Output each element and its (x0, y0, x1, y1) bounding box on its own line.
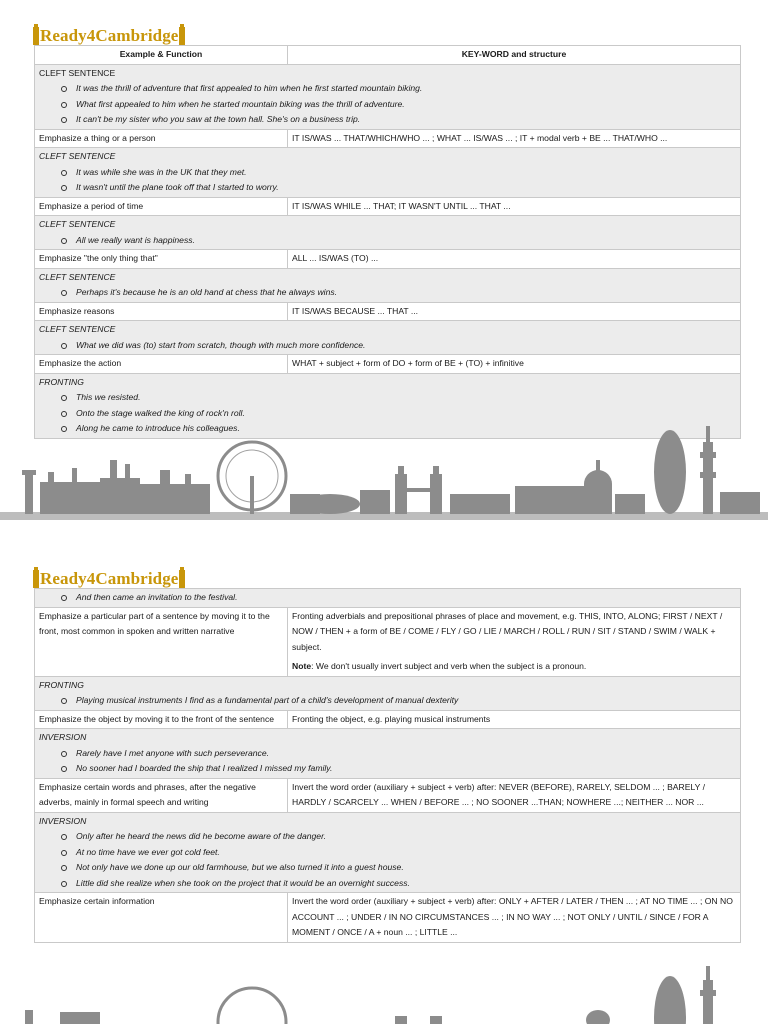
note-label: Note (292, 661, 312, 671)
grammar-table-1 (34, 45, 741, 439)
section-row (35, 148, 741, 198)
structure-cell (288, 710, 741, 729)
example-item: Little did she realize when she took on the project that it would be an overnight success. (39, 876, 736, 892)
example-list (39, 233, 736, 249)
structure-cell (288, 129, 741, 148)
section-cell (35, 321, 741, 355)
tower-icon (33, 27, 39, 45)
table-row (35, 710, 741, 729)
example-item: This we resisted. (39, 390, 736, 406)
tower-icon (179, 570, 185, 588)
function-cell: Emphasize the object by moving it to the front of the sentence (35, 710, 288, 729)
example-item: Onto the stage walked the king of rock'n roll. (39, 406, 736, 422)
section-cell (35, 64, 741, 129)
structure-cell (288, 607, 741, 676)
table-row (35, 355, 741, 374)
function-cell: Emphasize certain information (35, 893, 288, 943)
section-cell (35, 812, 741, 893)
function-cell: Emphasize a thing or a person (35, 129, 288, 148)
example-list (39, 590, 736, 606)
section-heading: INVERSION (39, 815, 87, 826)
function-cell: Emphasize the action (35, 355, 288, 374)
example-item: At no time have we ever got cold feet. (39, 845, 736, 861)
function-cell: Emphasize certain words and phrases, after the negative adverbs, mainly in formal speech and writing (35, 778, 288, 812)
structure-cell (288, 197, 741, 216)
spacer (292, 655, 736, 659)
example-list (39, 746, 736, 777)
tower-icon (179, 27, 185, 45)
structure-text: IT IS/WAS WHILE ... THAT; IT WASN'T UNTIL ... THAT ... (292, 200, 511, 211)
example-item: Perhaps it's because he is an old hand at chess that he always wins. (39, 285, 736, 301)
structure-text: ALL ... IS/WAS (TO) ... (292, 253, 379, 263)
example-item: Rarely have I met anyone with such perseverance. (39, 746, 736, 762)
column-header-example: Example & Function (35, 46, 288, 65)
london-skyline-illustration (0, 960, 768, 1024)
example-list (39, 81, 736, 128)
table-row (35, 893, 741, 943)
logo-text: Ready4Cambridge (40, 26, 179, 45)
structure-cell (288, 893, 741, 943)
example-item: What we did was (to) start from scratch, though with much more confidence. (39, 338, 736, 354)
structure-cell (288, 355, 741, 374)
grammar-table-2 (34, 588, 741, 943)
function-cell: Emphasize reasons (35, 302, 288, 321)
example-list (39, 285, 736, 301)
table-row (35, 129, 741, 148)
section-row (35, 64, 741, 129)
logo (33, 26, 185, 46)
section-row (35, 729, 741, 779)
tower-icon (33, 570, 39, 588)
section-heading: CLEFT SENTENCE (39, 324, 116, 334)
section-heading: CLEFT SENTENCE (39, 271, 116, 282)
example-item: It was the thrill of adventure that first appealed to him when he first started mountain biking. (39, 81, 736, 97)
example-list (39, 829, 736, 891)
section-cell (35, 268, 741, 302)
structure-cell (288, 302, 741, 321)
section-heading: FRONTING (39, 376, 84, 387)
structure-cell (288, 250, 741, 269)
structure-text: Fronting the object, e.g. playing musical instruments (292, 713, 491, 724)
section-cell (35, 676, 741, 710)
structure-text: IT IS/WAS BECAUSE ... THAT ... (292, 305, 419, 316)
section-cell (35, 589, 741, 608)
logo-text: Ready4Cambridge (40, 569, 179, 588)
section-row (35, 812, 741, 893)
example-item: Playing musical instruments I find as a fundamental part of a child's development of manual dexterity (39, 693, 736, 709)
table-row (35, 607, 741, 676)
example-list (39, 165, 736, 196)
section-row (35, 216, 741, 250)
structure-cell (288, 778, 741, 812)
section-row (35, 321, 741, 355)
function-cell: Emphasize a particular part of a sentence by moving it to the front, most common in spoken and written narrative (35, 607, 288, 676)
function-cell: Emphasize a period of time (35, 197, 288, 216)
structure-text: Fronting adverbials and prepositional phrases of place and movement, e.g. THIS, INTO, ALONG; FIRST / NEXT / NOW / THEN + a form of BE / COME / FLY / GO / LIE / MARCH / ROLL / RUN / SIT / STAND / SWIM / WALK + subject. (292, 610, 723, 652)
table-row (35, 302, 741, 321)
note-text: : We don't usually invert subject and verb when the subject is a pronoun. (311, 661, 587, 671)
example-item: No sooner had I boarded the ship that I realized I missed my family. (39, 761, 736, 777)
example-item: Not only have we done up our old farmhouse, but we also turned it into a guest house. (39, 860, 736, 876)
example-item: It was while she was in the UK that they met. (39, 165, 736, 181)
table-row (35, 197, 741, 216)
section-heading: CLEFT SENTENCE (39, 67, 116, 78)
section-row (35, 676, 741, 710)
example-item: Along he came to introduce his colleagues. (39, 421, 736, 437)
structure-text: WHAT + subject + form of DO + form of BE + (TO) + infinitive (292, 358, 524, 368)
section-cell (35, 729, 741, 779)
example-item: Only after he heard the news did he become aware of the danger. (39, 829, 736, 845)
example-item: What first appealed to him when he started mountain biking was the thrill of adventure. (39, 97, 736, 113)
structure-text: Invert the word order (auxiliary + subject + verb) after: NEVER (BEFORE), RARELY, SELDOM ... ; BARELY / HARDLY / SCARCELY ... WHEN / BEFORE ... ; NO SOONER ...THAN; NOWHERE ...; NEITHER ... NOR ... (292, 781, 705, 807)
example-item: All we really want is happiness. (39, 233, 736, 249)
table-row (35, 778, 741, 812)
section-heading: CLEFT SENTENCE (39, 151, 116, 161)
function-cell: Emphasize "the only thing that" (35, 250, 288, 269)
structure-text: IT IS/WAS ... THAT/WHICH/WHO ... ; WHAT ... IS/WAS ... ; IT + modal verb + BE ... THAT/WHO ... (292, 132, 668, 143)
section-heading: CLEFT SENTENCE (39, 219, 116, 229)
section-heading: INVERSION (39, 732, 87, 742)
example-item: It wasn't until the plane took off that I started to worry. (39, 180, 736, 196)
section-row (35, 589, 741, 608)
column-header-keyword: KEY-WORD and structure (288, 46, 741, 65)
example-list (39, 338, 736, 354)
section-heading: FRONTING (39, 679, 84, 690)
example-item: It can't be my sister who you saw at the town hall. She's on a business trip. (39, 112, 736, 128)
section-cell (35, 216, 741, 250)
logo (33, 569, 185, 589)
example-item: And then came an invitation to the festival. (39, 590, 736, 606)
section-cell (35, 148, 741, 198)
example-list (39, 693, 736, 709)
section-row (35, 268, 741, 302)
table-row (35, 250, 741, 269)
london-skyline-illustration (0, 412, 768, 532)
structure-text: Invert the word order (auxiliary + subject + verb) after: ONLY + AFTER / LATER / THEN ... ; AT NO TIME ... ; ON NO ACCOUNT ... ; UNDER / IN NO CIRCUMSTANCES ... ; IN NO WAY ... ; NOT ONLY / UNTIL / SINCE / FOR A MOMENT / ONCE / A + noun ... ; LITTLE ... (292, 896, 733, 937)
